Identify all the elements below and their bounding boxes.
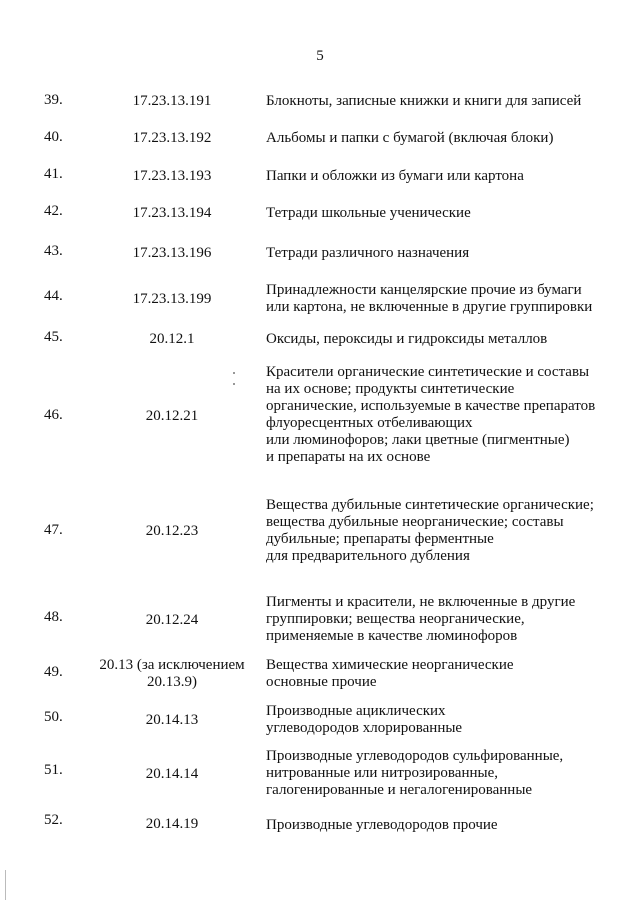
scan-speck bbox=[233, 383, 235, 385]
product-name bbox=[266, 657, 636, 691]
row-number: 41. bbox=[44, 166, 63, 182]
okpd-code: 17.23.13.192 bbox=[132, 130, 212, 146]
product-name bbox=[266, 93, 636, 110]
row-number: 43. bbox=[44, 243, 63, 259]
row-number: 42. bbox=[44, 203, 63, 219]
product-name bbox=[266, 245, 636, 262]
product-name-line: углеводородов хлорированные bbox=[266, 720, 463, 736]
product-name bbox=[266, 594, 636, 645]
okpd-code: 17.23.13.191 bbox=[132, 93, 212, 109]
okpd-code: 17.23.13.194 bbox=[132, 205, 212, 221]
product-name-line: Оксиды, пероксиды и гидроксиды металлов bbox=[266, 331, 548, 347]
product-name-line: органические, используемые в качестве препаратов bbox=[266, 398, 596, 414]
product-name bbox=[266, 205, 636, 222]
product-name-line: Альбомы и папки с бумагой (включая блоки) bbox=[266, 130, 554, 146]
product-name-line: Папки и обложки из бумаги или картона bbox=[266, 168, 524, 184]
product-name bbox=[266, 364, 636, 466]
row-number: 47. bbox=[44, 522, 63, 538]
okpd-code: 17.23.13.199 bbox=[132, 291, 212, 307]
page-number: 5 bbox=[316, 48, 324, 64]
okpd-code: 20.14.19 bbox=[145, 816, 199, 832]
product-name-line: на их основе; продукты синтетические bbox=[266, 381, 515, 397]
product-name-line: Тетради различного назначения bbox=[266, 245, 470, 261]
product-name-line: галогенированные и негалогенированные bbox=[266, 782, 533, 798]
product-name-line: флуоресцентных отбеливающих bbox=[266, 415, 473, 431]
okpd-code: 17.23.13.193 bbox=[132, 168, 212, 184]
product-name-line: или люминофоров; лаки цветные (пигментные) bbox=[266, 432, 570, 448]
product-name-line: группировки; вещества неорганические, bbox=[266, 611, 525, 627]
row-number: 39. bbox=[44, 92, 63, 108]
product-name bbox=[266, 282, 636, 316]
okpd-code: 20.14.14 bbox=[145, 766, 199, 782]
product-name-line: основные прочие bbox=[266, 674, 377, 690]
scan-speck bbox=[233, 372, 235, 374]
product-name-line: и препараты на их основе bbox=[266, 449, 431, 465]
row-number: 52. bbox=[44, 812, 63, 828]
product-name-line: для предварительного дубления bbox=[266, 548, 470, 564]
okpd-code: 20.12.21 bbox=[145, 408, 199, 424]
product-name bbox=[266, 703, 636, 737]
row-number: 51. bbox=[44, 762, 63, 778]
product-name bbox=[266, 168, 636, 185]
okpd-code: 20.12.1 bbox=[149, 331, 195, 347]
okpd-code bbox=[92, 657, 252, 691]
product-name-line: Красители органические синтетические и составы bbox=[266, 364, 590, 380]
row-number: 45. bbox=[44, 329, 63, 345]
okpd-code: 20.14.13 bbox=[145, 712, 199, 728]
product-name bbox=[266, 331, 636, 348]
product-name-line: нитрованные или нитрозированные, bbox=[266, 765, 498, 781]
okpd-code-line: 20.13.9) bbox=[147, 674, 197, 690]
product-name-line: Вещества дубильные синтетические органические; bbox=[266, 497, 594, 513]
product-name-line: Тетради школьные ученические bbox=[266, 205, 471, 221]
product-name-line: применяемые в качестве люминофоров bbox=[266, 628, 518, 644]
row-number: 44. bbox=[44, 288, 63, 304]
row-number: 50. bbox=[44, 709, 63, 725]
scan-edge-line bbox=[5, 870, 6, 900]
product-name bbox=[266, 497, 636, 565]
row-number: 46. bbox=[44, 407, 63, 423]
product-name-line: вещества дубильные неорганические; составы bbox=[266, 514, 564, 530]
product-name bbox=[266, 130, 636, 147]
product-name bbox=[266, 817, 636, 834]
okpd-code: 17.23.13.196 bbox=[132, 245, 212, 261]
product-name bbox=[266, 748, 636, 799]
product-name-line: Блокноты, записные книжки и книги для записей bbox=[266, 93, 582, 109]
okpd-code: 20.12.24 bbox=[145, 612, 199, 628]
product-name-line: Производные углеводородов сульфированные, bbox=[266, 748, 564, 764]
row-number: 48. bbox=[44, 609, 63, 625]
product-name-line: Производные углеводородов прочие bbox=[266, 817, 498, 833]
okpd-code: 20.12.23 bbox=[145, 523, 199, 539]
row-number: 40. bbox=[44, 129, 63, 145]
product-name-line: дубильные; препараты ферментные bbox=[266, 531, 494, 547]
okpd-code-line: 20.13 (за исключением bbox=[99, 657, 245, 673]
product-name-line: Производные ациклических bbox=[266, 703, 446, 719]
product-name-line: Принадлежности канцелярские прочие из бумаги bbox=[266, 282, 582, 298]
product-name-line: или картона, не включенные в другие группировки bbox=[266, 299, 593, 315]
row-number: 49. bbox=[44, 664, 63, 680]
product-name-line: Пигменты и красители, не включенные в другие bbox=[266, 594, 576, 610]
product-name-line: Вещества химические неорганические bbox=[266, 657, 514, 673]
